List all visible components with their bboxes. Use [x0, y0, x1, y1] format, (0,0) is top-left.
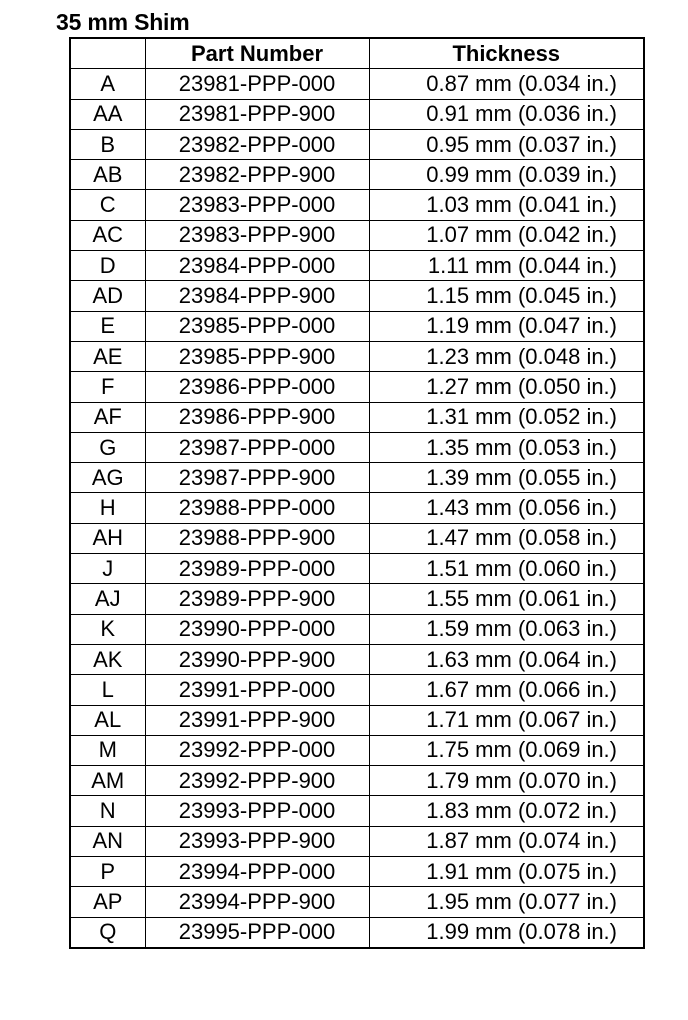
part-number-cell: 23993-PPP-000	[145, 796, 369, 826]
thickness-cell: 1.75 mm (0.069 in.)	[369, 735, 644, 765]
shim-letter-cell: D	[70, 251, 145, 281]
part-number-cell: 23993-PPP-900	[145, 826, 369, 856]
shim-letter-cell: AH	[70, 523, 145, 553]
thickness-cell: 1.19 mm (0.047 in.)	[369, 311, 644, 341]
thickness-cell: 1.87 mm (0.074 in.)	[369, 826, 644, 856]
shim-letter-cell: C	[70, 190, 145, 220]
table-row	[70, 705, 644, 735]
thickness-cell: 0.91 mm (0.036 in.)	[369, 99, 644, 129]
table-row	[70, 554, 644, 584]
column-header-letter	[70, 38, 145, 69]
part-number-cell: 23991-PPP-000	[145, 675, 369, 705]
thickness-cell: 1.39 mm (0.055 in.)	[369, 463, 644, 493]
part-number-cell: 23992-PPP-000	[145, 735, 369, 765]
shim-letter-cell: N	[70, 796, 145, 826]
table-row	[70, 735, 644, 765]
table-row	[70, 160, 644, 190]
thickness-cell: 0.99 mm (0.039 in.)	[369, 160, 644, 190]
part-number-cell: 23995-PPP-000	[145, 917, 369, 948]
table-row	[70, 887, 644, 917]
table-row	[70, 675, 644, 705]
part-number-cell: 23988-PPP-900	[145, 523, 369, 553]
shim-letter-cell: E	[70, 311, 145, 341]
shim-letter-cell: AL	[70, 705, 145, 735]
table-row	[70, 190, 644, 220]
table-row	[70, 251, 644, 281]
table-row	[70, 584, 644, 614]
thickness-cell: 1.07 mm (0.042 in.)	[369, 220, 644, 250]
shim-letter-cell: F	[70, 372, 145, 402]
table-row	[70, 826, 644, 856]
table-header-row	[70, 38, 644, 69]
thickness-cell: 1.11 mm (0.044 in.)	[369, 251, 644, 281]
thickness-cell: 0.95 mm (0.037 in.)	[369, 129, 644, 159]
shim-letter-cell: AD	[70, 281, 145, 311]
shim-letter-cell: AP	[70, 887, 145, 917]
part-number-cell: 23991-PPP-900	[145, 705, 369, 735]
part-number-cell: 23987-PPP-900	[145, 463, 369, 493]
shim-letter-cell: A	[70, 69, 145, 99]
shim-letter-cell: M	[70, 735, 145, 765]
table-row	[70, 69, 644, 99]
part-number-cell: 23990-PPP-000	[145, 614, 369, 644]
table-row	[70, 311, 644, 341]
part-number-cell: 23981-PPP-900	[145, 99, 369, 129]
part-number-cell: 23982-PPP-000	[145, 129, 369, 159]
shim-letter-cell: AJ	[70, 584, 145, 614]
thickness-cell: 1.83 mm (0.072 in.)	[369, 796, 644, 826]
thickness-cell: 1.79 mm (0.070 in.)	[369, 766, 644, 796]
table-row	[70, 644, 644, 674]
thickness-cell: 1.67 mm (0.066 in.)	[369, 675, 644, 705]
thickness-cell: 1.99 mm (0.078 in.)	[369, 917, 644, 948]
table-row	[70, 493, 644, 523]
shim-letter-cell: K	[70, 614, 145, 644]
shim-letter-cell: AA	[70, 99, 145, 129]
table-row	[70, 402, 644, 432]
part-number-cell: 23982-PPP-900	[145, 160, 369, 190]
thickness-cell: 1.91 mm (0.075 in.)	[369, 857, 644, 887]
thickness-cell: 1.43 mm (0.056 in.)	[369, 493, 644, 523]
thickness-cell: 1.95 mm (0.077 in.)	[369, 887, 644, 917]
table-row	[70, 220, 644, 250]
part-number-cell: 23986-PPP-900	[145, 402, 369, 432]
part-number-cell: 23989-PPP-900	[145, 584, 369, 614]
part-number-cell: 23986-PPP-000	[145, 372, 369, 402]
part-number-cell: 23984-PPP-900	[145, 281, 369, 311]
thickness-cell: 1.71 mm (0.067 in.)	[369, 705, 644, 735]
part-number-cell: 23994-PPP-000	[145, 857, 369, 887]
shim-letter-cell: AG	[70, 463, 145, 493]
part-number-cell: 23981-PPP-000	[145, 69, 369, 99]
shim-letter-cell: AF	[70, 402, 145, 432]
thickness-cell: 1.31 mm (0.052 in.)	[369, 402, 644, 432]
thickness-cell: 1.27 mm (0.050 in.)	[369, 372, 644, 402]
part-number-cell: 23983-PPP-900	[145, 220, 369, 250]
part-number-cell: 23994-PPP-900	[145, 887, 369, 917]
table-row	[70, 129, 644, 159]
shim-table	[69, 37, 645, 949]
table-row	[70, 917, 644, 948]
shim-letter-cell: H	[70, 493, 145, 523]
shim-letter-cell: P	[70, 857, 145, 887]
shim-letter-cell: AB	[70, 160, 145, 190]
thickness-cell: 0.87 mm (0.034 in.)	[369, 69, 644, 99]
thickness-cell: 1.55 mm (0.061 in.)	[369, 584, 644, 614]
thickness-cell: 1.23 mm (0.048 in.)	[369, 341, 644, 371]
page-title: 35 mm Shim	[56, 9, 190, 35]
part-number-cell: 23990-PPP-900	[145, 644, 369, 674]
table-row	[70, 523, 644, 553]
part-number-cell: 23985-PPP-900	[145, 341, 369, 371]
thickness-cell: 1.15 mm (0.045 in.)	[369, 281, 644, 311]
part-number-cell: 23985-PPP-000	[145, 311, 369, 341]
thickness-cell: 1.51 mm (0.060 in.)	[369, 554, 644, 584]
part-number-cell: 23987-PPP-000	[145, 432, 369, 462]
part-number-cell: 23984-PPP-000	[145, 251, 369, 281]
shim-letter-cell: AM	[70, 766, 145, 796]
shim-letter-cell: Q	[70, 917, 145, 948]
table-row	[70, 857, 644, 887]
thickness-cell: 1.03 mm (0.041 in.)	[369, 190, 644, 220]
column-header-part-number: Part Number	[145, 38, 369, 69]
table-row	[70, 463, 644, 493]
shim-letter-cell: AK	[70, 644, 145, 674]
column-header-thickness: Thickness	[369, 38, 644, 69]
shim-letter-cell: AC	[70, 220, 145, 250]
table-row	[70, 372, 644, 402]
shim-letter-cell: G	[70, 432, 145, 462]
part-number-cell: 23992-PPP-900	[145, 766, 369, 796]
table-row	[70, 341, 644, 371]
table-row	[70, 281, 644, 311]
table-row	[70, 99, 644, 129]
table-row	[70, 614, 644, 644]
part-number-cell: 23988-PPP-000	[145, 493, 369, 523]
table-body	[70, 69, 644, 948]
shim-letter-cell: AN	[70, 826, 145, 856]
table-row	[70, 796, 644, 826]
shim-letter-cell: J	[70, 554, 145, 584]
shim-letter-cell: AE	[70, 341, 145, 371]
thickness-cell: 1.47 mm (0.058 in.)	[369, 523, 644, 553]
thickness-cell: 1.59 mm (0.063 in.)	[369, 614, 644, 644]
shim-letter-cell: L	[70, 675, 145, 705]
part-number-cell: 23983-PPP-000	[145, 190, 369, 220]
shim-letter-cell: B	[70, 129, 145, 159]
part-number-cell: 23989-PPP-000	[145, 554, 369, 584]
thickness-cell: 1.63 mm (0.064 in.)	[369, 644, 644, 674]
table-row	[70, 432, 644, 462]
table-row	[70, 766, 644, 796]
thickness-cell: 1.35 mm (0.053 in.)	[369, 432, 644, 462]
